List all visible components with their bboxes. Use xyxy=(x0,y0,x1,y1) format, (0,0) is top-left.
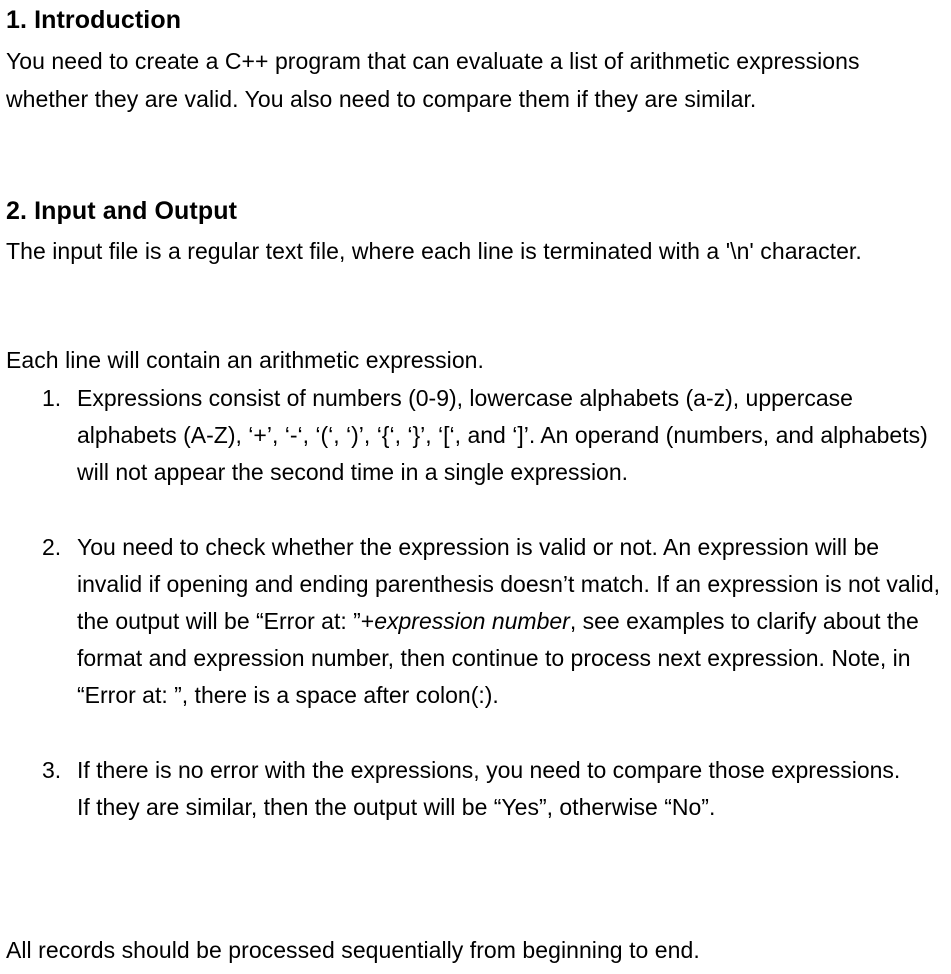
list-item-number: 3. xyxy=(42,757,62,783)
list-item-number: 2. xyxy=(42,534,62,560)
list-item-text: If there is no error with the expressions, you need to compare those expressions. If they are similar, then the output will be “Yes”, otherwise “No”. xyxy=(77,757,901,820)
section-heading-introduction: 1. Introduction xyxy=(6,6,182,34)
list-item-text: Expressions consist of numbers (0-9), lowercase alphabets (a-z), uppercase alphabets (A-Z), ‘+’, ‘-‘, ‘(‘, ‘)’, ‘{‘, ‘}’, ‘[‘, and ‘]’. An operand (numbers, and alphabets) will not appear the second time in a single expression. xyxy=(77,385,928,485)
closing-paragraph: All records should be processed sequentially from beginning to end. xyxy=(6,937,700,963)
list-item-text-emphasis: expression number xyxy=(374,608,570,634)
input-file-paragraph: The input file is a regular text file, where each line is terminated with a '\n' character. xyxy=(6,238,862,264)
list-item-text-after: , see examples to clarify about the format and expression number, then continue to process next expression. Note, in “Error at: ”, there is a space after colon(:). xyxy=(77,608,919,708)
list-item xyxy=(6,380,937,491)
list-item-text-before: You need to check whether the expression is valid or not. An expression will be invalid if opening and ending parenthesis doesn’t match. If an expression is not valid, the output will be “Error at: ”+ xyxy=(77,534,941,634)
list-item-number: 1. xyxy=(42,385,62,411)
list-item xyxy=(6,752,917,826)
introduction-paragraph: You need to create a C++ program that can evaluate a list of arithmetic expressions whether they are valid. You also need to compare them if they are similar. xyxy=(6,48,860,112)
list-item xyxy=(6,529,946,714)
section-heading-input-output: 2. Input and Output xyxy=(6,197,238,225)
line-content-paragraph: Each line will contain an arithmetic expression. xyxy=(6,347,484,373)
requirements-list xyxy=(6,380,946,826)
